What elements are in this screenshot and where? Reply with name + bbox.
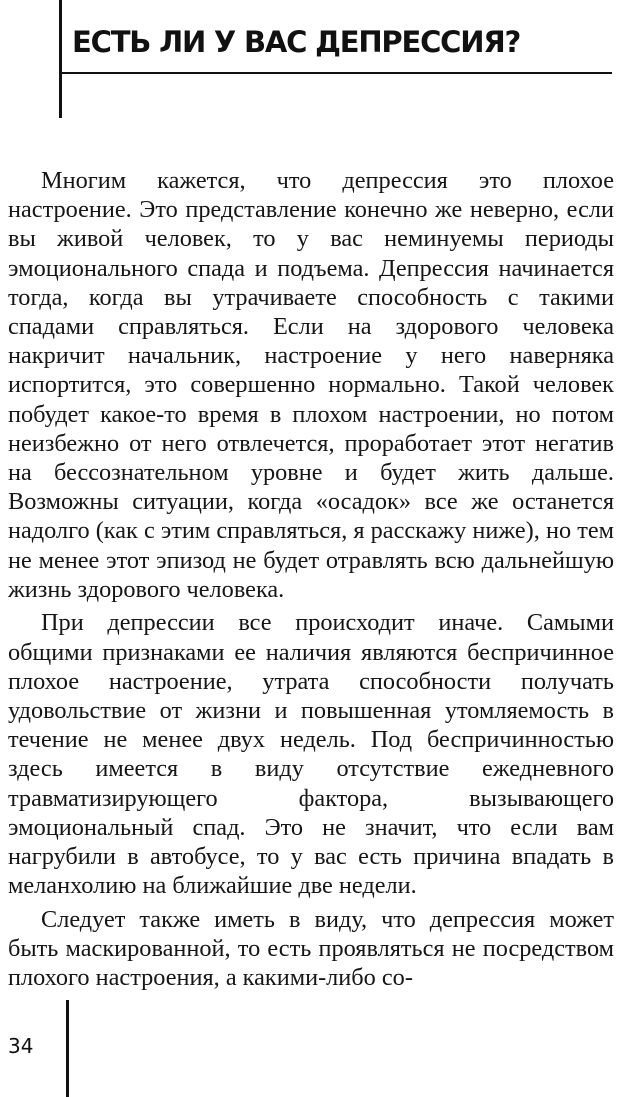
body-text <box>8 166 614 997</box>
footer-vertical-rule <box>66 1000 69 1097</box>
paragraph-1: Многим кажется, что депрессия это плохое настроение. Это представление конечно же неверно, если вы живой человек, то у вас неминуемы периоды эмоционального спада и подъема. Депрессия начинается тогда, когда вы утрачиваете способность с такими спадами справляться. Если на здорового человека накричит начальник, настроение у него наверняка испортится, это совершенно нормально. Такой человек побудет какое-то время в плохом настроении, но потом неизбежно от него отвлечется, проработает этот негатив на бессознательном уровне и будет жить дальше. Возможны ситуации, когда «осадок» все же останется надолго (как с этим справляться, я расскажу ниже), но тем не менее этот эпизод не будет отравлять всю дальнейшую жизнь здорового человека. <box>8 167 614 603</box>
page-number: 34 <box>8 1034 34 1058</box>
paragraph-2: При депрессии все происходит иначе. Самыми общими признаками ее наличия являются беспричинное плохое настроение, утрата способности получать удовольствие от жизни и повышенная утомляемость в течение не менее двух недель. Под беспричинностью здесь имеется в виду отсутствие ежедневного травматизирующего фактора, вызывающего эмоциональный спад. Это не значит, что если вам нагрубили в автобусе, то у вас есть причина впадать в меланхолию на ближайшие две недели. <box>8 609 614 900</box>
paragraph-3: Следует также иметь в виду, что депрессия может быть маскированной, то есть проявляться не посредством плохого настроения, а какими-либо со- <box>8 905 614 992</box>
header-vertical-rule <box>59 0 62 118</box>
header-horizontal-rule <box>59 72 612 74</box>
chapter-title: ЕСТЬ ЛИ У ВАС ДЕПРЕССИЯ? <box>72 25 521 59</box>
